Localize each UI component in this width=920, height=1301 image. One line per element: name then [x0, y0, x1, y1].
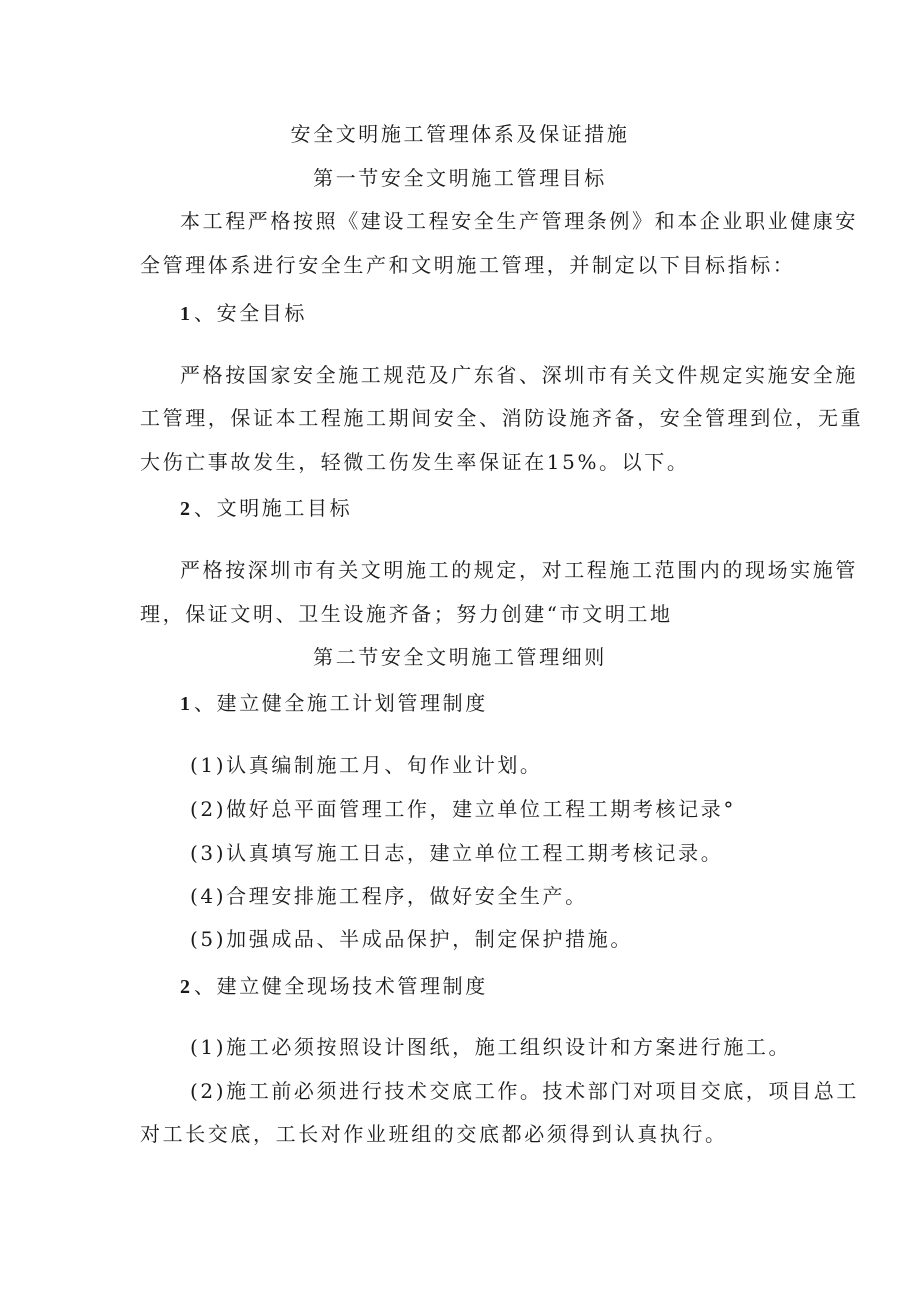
rule1-number: 1 [180, 693, 190, 715]
goal2-body-line2: 理，保证文明、卫生设施齐备；努力创建“市文明工地 [140, 602, 673, 626]
goal1-number: 1 [180, 303, 190, 325]
goal1-body-line1: 严格按国家安全施工规范及广东省、深圳市有关文件规定实施安全施 [180, 363, 858, 387]
rule1-item: (4)合理安排施工程序，做好安全生产。 [190, 884, 588, 908]
rule1-item: (2)做好总平面管理工作，建立单位工程工期考核记录° [190, 797, 736, 821]
rule2-heading [180, 973, 488, 1000]
rule2-item2-line1: (2)施工前必须进行技术交底工作。技术部门对项目交底，项目总工 [190, 1079, 859, 1103]
rule1-heading [180, 690, 488, 717]
rule2-item2-line2: 对工长交底，工长对作业班组的交底都必须得到认真执行。 [140, 1122, 728, 1146]
section1-heading: 第一节安全文明施工管理目标 [313, 166, 607, 190]
intro-paragraph-line1: 本工程严格按照《建设工程安全生产管理条例》和本企业职业健康安 [180, 209, 858, 233]
rule1-item: (3)认真填写施工日志，建立单位工程工期考核记录。 [190, 841, 724, 865]
goal1-body-line3: 大伤亡事故发生，轻微工伤发生率保证在15%。以下。 [140, 450, 690, 474]
goal2-heading [180, 495, 352, 522]
rule1-label: 、建立健全施工计划管理制度 [194, 691, 488, 715]
rule2-number: 2 [180, 976, 190, 998]
goal2-label: 、文明施工目标 [194, 496, 353, 520]
goal1-body-line2: 工管理，保证本工程施工期间安全、消防设施齐备，安全管理到位，无重 [140, 406, 864, 430]
document-title: 安全文明施工管理体系及保证措施 [290, 122, 630, 146]
goal2-body-line1: 严格按深圳市有关文明施工的规定，对工程施工范围内的现场实施管 [180, 558, 858, 582]
goal1-heading [180, 300, 307, 327]
rule2-item1: (1)施工必须按照设计图纸，施工组织设计和方案进行施工。 [190, 1035, 792, 1059]
goal2-number: 2 [180, 498, 190, 520]
rule2-label: 、建立健全现场技术管理制度 [194, 974, 488, 998]
rule1-item: (5)加强成品、半成品保护，制定保护措施。 [190, 927, 633, 951]
goal1-label: 、安全目标 [194, 301, 307, 325]
section2-heading: 第二节安全文明施工管理细则 [313, 645, 607, 669]
intro-paragraph-line2: 全管理体系进行安全生产和文明施工管理，并制定以下目标指标： [140, 253, 796, 277]
rule1-item: (1)认真编制施工月、旬作业计划。 [190, 753, 543, 777]
